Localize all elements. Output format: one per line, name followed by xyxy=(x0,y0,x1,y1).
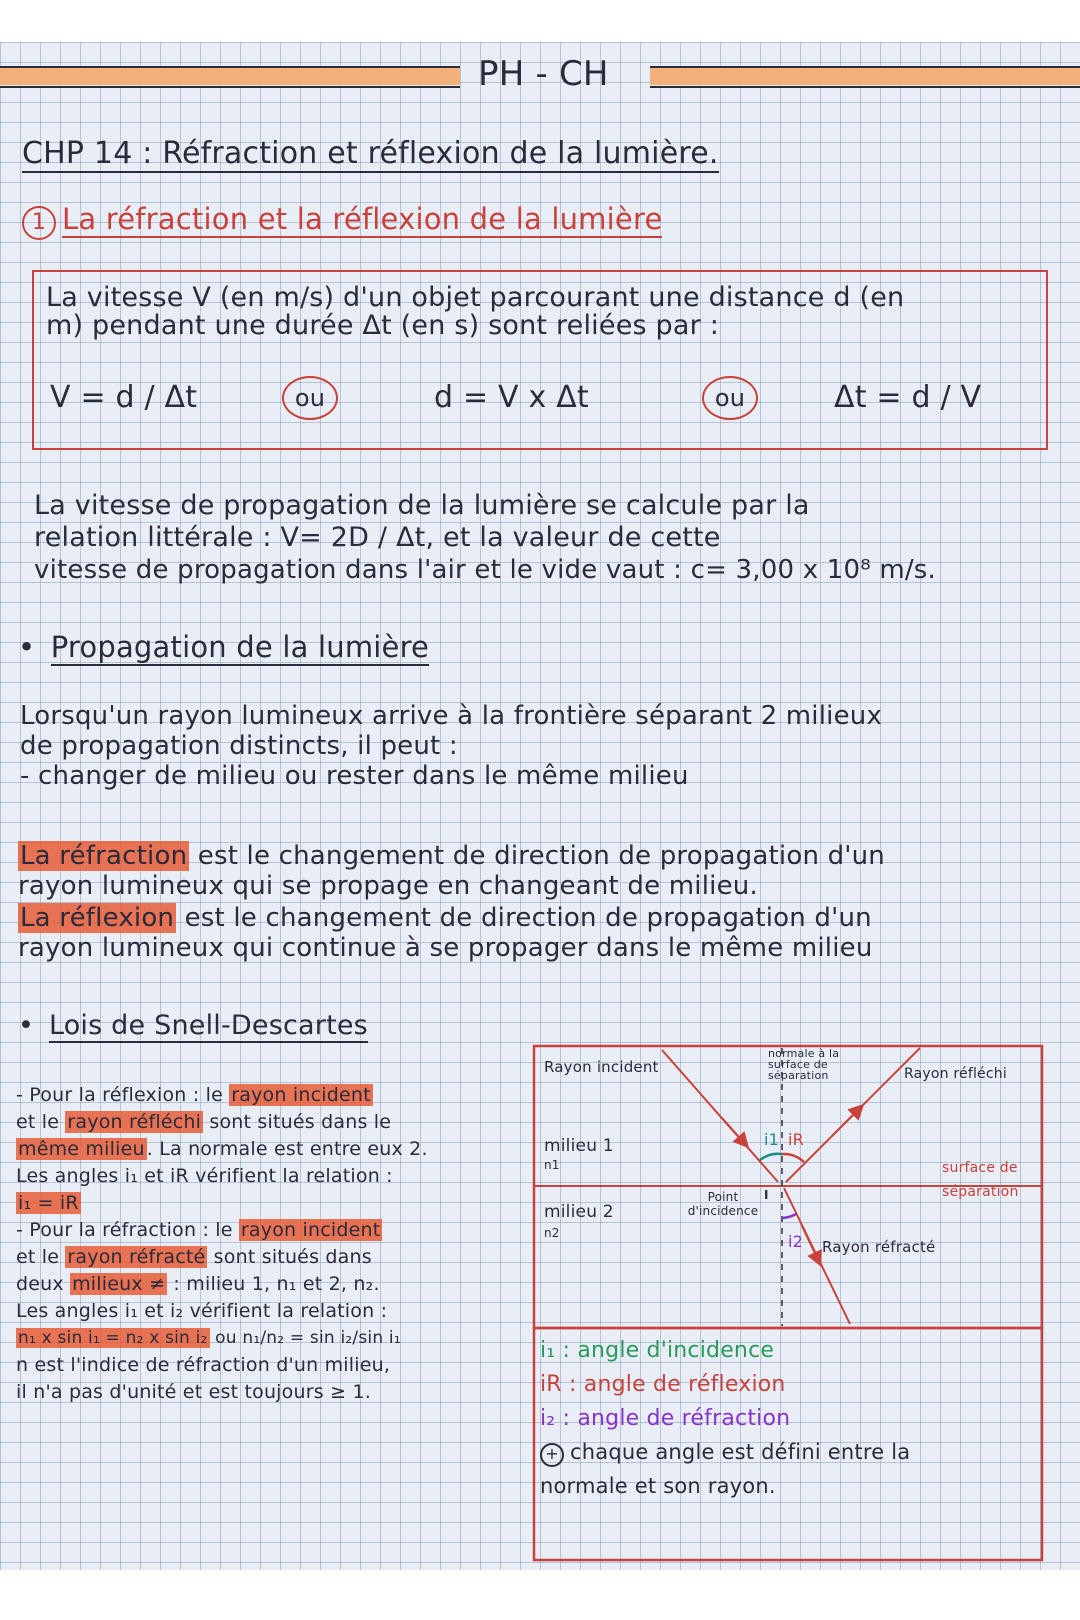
snell-bullet: • xyxy=(18,1010,35,1041)
highlight-reflected-ray: rayon réfléchi xyxy=(67,1111,202,1133)
refraction-term: La réfraction xyxy=(20,841,188,871)
snell-row-5 xyxy=(16,1190,516,1217)
header-stripe-left xyxy=(0,67,460,85)
label-normal: normale à la surface de séparation xyxy=(768,1047,840,1082)
legend-i1: i₁ : angle d'incidence xyxy=(540,1338,775,1363)
snell-row-2 xyxy=(16,1109,516,1136)
angle-i2-arc xyxy=(782,1214,796,1218)
highlight-reflection-law: i₁ = iR xyxy=(18,1192,79,1214)
reflexion-def-line-1 xyxy=(18,904,872,932)
snell-laws-text xyxy=(16,1082,516,1406)
header-rule-right-top xyxy=(650,66,1080,68)
label-surface: surface de séparation xyxy=(942,1160,1019,1200)
header-rule-left-top xyxy=(0,66,460,68)
snell-row-3 xyxy=(16,1136,516,1163)
snell-r1-a: - Pour la réflexion : le xyxy=(16,1084,230,1106)
propagation-line-3: - changer de milieu ou rester dans le même milieu xyxy=(20,761,689,791)
snell-r7-b: sont situés dans xyxy=(207,1246,372,1268)
highlight-refracted-ray: rayon réfracté xyxy=(67,1246,206,1268)
label-angle-i2: i2 xyxy=(788,1232,804,1251)
notebook-page xyxy=(0,42,1080,1570)
light-speed-line-1: La vitesse de propagation de la lumière se calcule par la xyxy=(34,490,810,521)
formula-speed: V = d / Δt xyxy=(50,380,198,415)
snell-row-1 xyxy=(16,1082,516,1109)
label-n2: n2 xyxy=(544,1226,560,1240)
header-rule-right-bottom xyxy=(650,86,1080,88)
snell-row-4: Les angles i₁ et iR vérifient la relation : xyxy=(16,1165,393,1187)
snell-heading xyxy=(18,1010,368,1041)
propagation-heading xyxy=(18,630,429,664)
light-speed-line-3: vitesse de propagation dans l'air et le vide vaut : c= 3,00 x 10⁸ m/s. xyxy=(34,555,937,585)
snell-r3-b: . La normale est entre eux 2. xyxy=(146,1138,428,1160)
formula-distance: d = V x Δt xyxy=(434,380,589,415)
snell-fraction: n₁/n₂ = sin i₂/sin i₁ xyxy=(242,1328,401,1348)
section-1-title: La réfraction et la réflexion de la lumière xyxy=(62,202,663,236)
snell-r2-b: sont situés dans le xyxy=(203,1111,392,1133)
snell-row-9: Les angles i₁ et i₂ vérifient la relation : xyxy=(16,1300,388,1322)
snell-r8-a: deux xyxy=(16,1273,71,1295)
propagation-line-2: de propagation distincts, il peut : xyxy=(20,731,458,761)
label-reflected-ray: Rayon réfléchi xyxy=(904,1066,1007,1082)
snell-r7-a: et le xyxy=(16,1246,66,1268)
section-number: 1 xyxy=(22,206,56,240)
highlight-same-medium: même milieu xyxy=(18,1138,145,1160)
or-circle-1: ou xyxy=(282,376,338,420)
header-band xyxy=(0,54,1080,94)
label-refracted-ray: Rayon réfracté xyxy=(822,1238,936,1256)
incident-ray-line xyxy=(662,1050,778,1182)
light-speed-line-2: relation littérale : V= 2D / Δt, et la valeur de cette xyxy=(34,522,721,553)
reflexion-def-line-2: rayon lumineux qui continue à se propager dans le même milieu xyxy=(18,933,873,963)
highlight-incident-ray-1: rayon incident xyxy=(231,1084,371,1106)
label-n1: n1 xyxy=(544,1158,560,1172)
label-angle-ir: iR xyxy=(788,1130,804,1149)
reflexion-def-text: est le changement de direction de propagation d'un xyxy=(176,903,872,933)
highlight-incident-ray-2: rayon incident xyxy=(240,1219,381,1241)
snell-row-12: il n'a pas d'unité et est toujours ≥ 1. xyxy=(16,1381,371,1403)
highlight-snell-law: n₁ x sin i₁ = n₂ x sin i₂ xyxy=(18,1328,208,1348)
label-angle-i1: i1 xyxy=(764,1130,780,1149)
refraction-diagram xyxy=(532,1042,1044,1564)
speed-box-line-2: m) pendant une durée Δt (en s) sont reliées par : xyxy=(46,310,720,341)
legend-note-line-2: normale et son rayon. xyxy=(540,1474,776,1498)
snell-row-8 xyxy=(16,1271,516,1298)
legend-i2: i₂ : angle de réfraction xyxy=(540,1406,791,1431)
snell-r10-b: ou xyxy=(209,1328,243,1348)
chapter-title-text: CHP 14 : Réfraction et réflexion de la lumière. xyxy=(22,136,719,171)
snell-row-7 xyxy=(16,1244,516,1271)
reflexion-term: La réflexion xyxy=(20,903,175,933)
snell-heading-text: Lois de Snell-Descartes xyxy=(48,1010,368,1041)
or-circle-2: ou xyxy=(702,376,758,420)
legend-note-text-1: chaque angle est défini entre la xyxy=(570,1440,911,1464)
label-medium-2: milieu 2 xyxy=(544,1202,614,1222)
formula-duration: Δt = d / V xyxy=(834,380,982,415)
refraction-def-line-1 xyxy=(18,842,885,870)
snell-r6-a: - Pour la réfraction : le xyxy=(16,1219,239,1241)
angle-ir-arc xyxy=(782,1154,804,1162)
snell-row-11: n est l'indice de réfraction d'un milieu, xyxy=(16,1354,391,1376)
refraction-def-line-2: rayon lumineux qui se propage en changeant de milieu. xyxy=(18,871,758,901)
plus-icon: + xyxy=(540,1443,564,1467)
label-point-i: I xyxy=(764,1188,769,1202)
header-stripe-right xyxy=(650,67,1080,85)
speed-box-line-1: La vitesse V (en m/s) d'un objet parcourant une distance d (en xyxy=(46,282,905,313)
header-rule-left-bottom xyxy=(0,86,460,88)
reflected-ray-arrow xyxy=(832,1106,862,1136)
speed-formula-box xyxy=(32,270,1048,450)
header-title: PH - CH xyxy=(478,54,609,94)
propagation-bullet: • xyxy=(18,630,36,664)
propagation-line-1: Lorsqu'un rayon lumineux arrive à la frontière séparant 2 milieux xyxy=(20,701,883,731)
legend-note-line-1 xyxy=(540,1440,910,1467)
propagation-heading-text: Propagation de la lumière xyxy=(50,630,430,664)
refracted-ray-arrow xyxy=(802,1226,820,1264)
snell-row-6 xyxy=(16,1217,516,1244)
label-incidence-point: Point d'incidence xyxy=(687,1190,759,1218)
angle-i1-arc xyxy=(760,1154,782,1160)
snell-r2-a: et le xyxy=(16,1111,66,1133)
legend-ir: iR : angle de réflexion xyxy=(540,1372,786,1397)
chapter-title xyxy=(22,136,719,171)
refraction-def-text: est le changement de direction de propagation d'un xyxy=(189,841,885,871)
highlight-different-media: milieux ≠ xyxy=(72,1273,166,1295)
incident-ray-arrow xyxy=(722,1118,747,1146)
label-medium-1: milieu 1 xyxy=(544,1136,614,1156)
snell-row-10 xyxy=(16,1325,516,1352)
section-1-heading xyxy=(22,202,662,240)
snell-r8-b: : milieu 1, n₁ et 2, n₂. xyxy=(167,1273,380,1295)
label-incident-ray: Rayon incident xyxy=(544,1058,659,1076)
